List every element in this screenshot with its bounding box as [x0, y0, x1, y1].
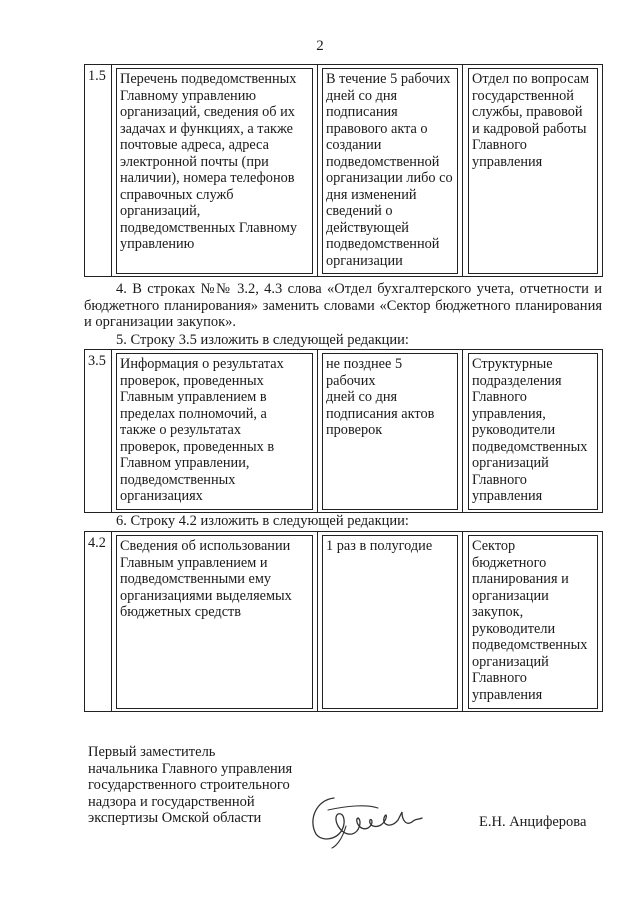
row-number-cell [85, 532, 112, 712]
table-row [85, 350, 603, 513]
table-row-4-2 [84, 531, 603, 712]
term-cell [318, 350, 463, 513]
table-row-1-5 [84, 64, 603, 277]
responsible-cell [463, 532, 603, 712]
row-number-cell [85, 350, 112, 513]
row-number: 4.2 [88, 535, 106, 551]
responsible-text: Структурные подразделения Главного управления, руководители подведомственных организаций Главного управления [472, 356, 588, 504]
row-number-cell [85, 65, 112, 277]
info-cell [112, 65, 318, 277]
info-cell [112, 532, 318, 712]
signer-title: Первый заместитель начальника Главного управления государственного строительного надзора и государственной экспертизы Омской области [88, 744, 293, 827]
signer-name: Е.Н. Анциферова [479, 814, 587, 830]
paragraph-6: 6. Строку 4.2 изложить в следующей редакции: [116, 513, 409, 529]
responsible-cell [463, 350, 603, 513]
info-text: Информация о результатах проверок, проведенных Главным управлением в пределах полномочий, а также о результатах проверок, проведенных в Главном управлении, подведомственных организациях [120, 356, 284, 504]
term-text: не позднее 5 рабочих дней со дня подписания актов проверок [326, 356, 435, 438]
table-row-3-5 [84, 349, 603, 513]
handwritten-signature [306, 790, 436, 850]
responsible-cell [463, 65, 603, 277]
term-text: В течение 5 рабочих дней со дня подписания правового акта о создании подведомственной организации либо со дня изменений сведений о действующей подведомственной организации [326, 71, 453, 269]
row-number: 1.5 [88, 68, 106, 84]
responsible-text: Сектор бюджетного планирования и организации закупок, руководители подведомственных организаций Главного управления [472, 538, 588, 703]
term-text: 1 раз в полугодие [326, 538, 433, 554]
term-cell [318, 532, 463, 712]
info-cell [112, 350, 318, 513]
row-number: 3.5 [88, 353, 106, 369]
term-cell [318, 65, 463, 277]
info-text: Перечень подведомственных Главному управлению организаций, сведения об их задачах и функциях, а также почтовые адреса, адреса электронной почты (при наличии), номера телефонов справочных служб организаций, подведомственных Главному управлению [120, 71, 298, 252]
table-row [85, 65, 603, 277]
paragraph-4: 4. В строках №№ 3.2, 4.3 слова «Отдел бухгалтерского учета, отчетности и бюджетного планирования» заменить словами «Сектор бюджетного планирования и организации закупок». [84, 281, 602, 330]
paragraph-5: 5. Строку 3.5 изложить в следующей редакции: [116, 332, 409, 348]
info-text: Сведения об использовании Главным управлением и подведомственными ему организациями выделяемых бюджетных средств [120, 538, 292, 620]
responsible-text: Отдел по вопросам государственной службы, правовой и кадровой работы Главного управления [472, 71, 590, 170]
table-row [85, 532, 603, 712]
page-number: 2 [316, 38, 324, 54]
